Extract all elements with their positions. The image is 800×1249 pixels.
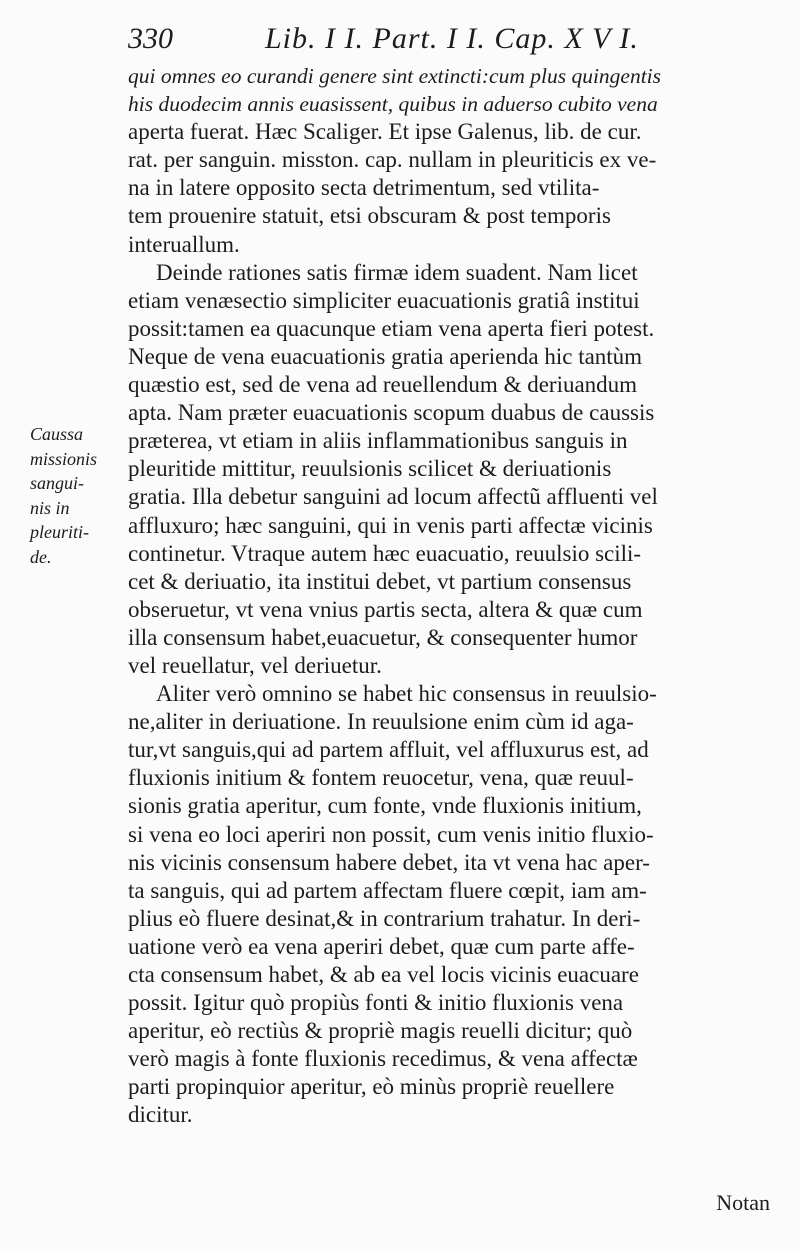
text-line: aperitur, eò rectiùs & propriè magis reuelli dicitur; quò [128,1018,633,1044]
text-line: si vena eo loci aperiri non possit, cum venis initio fluxio- [128,821,654,847]
margin-note-line: sangui- [30,473,84,493]
text-line: interuallum. [128,231,240,257]
text-line: plius eò fluere desinat,& in contrarium trahatur. In deri- [128,905,641,931]
text-line: ta sanguis, qui ad partem affectam fluere cœpit, iam am- [128,877,647,903]
text-line: pleuritide mittitur, reuulsionis scilicet & deriuationis [128,456,612,482]
text-line: vel reuellatur, vel deriuetur. [128,652,382,678]
text-line: nis vicinis consensum habere debet, ita vt vena hac aper- [128,849,650,875]
main-text-block [128,62,768,1130]
text-line: tem prouenire statuit, etsi obscuram & post temporis [128,203,611,229]
text-line: Neque de vena euacuationis gratia aperienda hic tantùm [128,343,643,369]
text-line: obseruetur, vt vena vnius partis secta, altera & quæ cum [128,596,643,622]
text-line: cet & deriuatio, ita institui debet, vt partium consensus [128,568,632,594]
page-header [100,22,760,62]
text-line: na in latere opposito secta detrimentum, sed vtilita- [128,175,600,201]
text-line: sionis gratia aperitur, cum fonte, vnde fluxionis initium, [128,793,642,819]
paragraph-start-line: Aliter verò omnino se habet hic consensus in reuulsio- [156,681,657,707]
text-line: affluxuro; hæc sanguini, qui in venis parti affectæ vicinis [128,512,653,538]
margin-note-line: pleuriti- [30,522,89,542]
text-line: aperta fuerat. Hæc Scaliger. Et ipse Galenus, lib. de cur. [128,119,642,145]
text-line: illa consensum habet,euacuetur, & consequenter humor [128,624,638,650]
running-head: Lib. I I. Part. I I. Cap. X V I. [265,22,639,55]
text-line: fluxionis initium & fontem reuocetur, vena, quæ reuul- [128,765,634,791]
text-line: ne,aliter in deriuatione. In reuulsione enim cùm id aga- [128,709,634,735]
text-line: possit. Igitur quò propiùs fonti & initio fluxionis vena [128,990,624,1016]
text-line: gratia. Illa debetur sanguini ad locum affectũ affluenti vel [128,484,658,510]
text-line: verò magis à fonte fluxionis recedimus, & vena affectæ [128,1046,638,1072]
text-line: qui omnes eo curandi genere sint extincti:cum plus quingentis [128,64,662,88]
text-line: tur,vt sanguis,qui ad partem affluit, vel affluxurus est, ad [128,737,649,763]
text-line: cta consensum habet, & ab ea vel locis vicinis euacuare [128,962,639,987]
text-line: præterea, vt etiam in aliis inflammationibus sanguis in [128,428,628,454]
margin-note-line: nis in [30,497,70,518]
text-line: rat. per sanguin. misston. cap. nullam in pleuriticis ex ve- [128,147,657,173]
margin-note-line: missionis [30,448,98,469]
text-line: possit:tamen ea quacunque etiam vena aperta fieri potest. [128,315,655,341]
text-line: dicitur. [128,1102,193,1128]
text-line: continetur. Vtraque autem hæc euacuatio, reuulsio scili- [128,540,642,566]
catchword: Notan [716,1190,770,1215]
text-line: uatione verò ea vena aperiri debet, quæ cum parte affe- [128,933,635,959]
margin-note-line: Caussa [30,424,84,444]
page-number: 330 [128,22,173,55]
text-line: his duodecim annis euasissent, quibus in aduerso cubito vena [128,92,658,117]
text-line: etiam venæsectio simpliciter euacuationis gratiâ institui [128,287,640,313]
margin-note [30,422,122,569]
paragraph-start-line: Deinde rationes satis firmæ idem suadent. Nam licet [156,259,638,285]
text-line: parti propinquior aperitur, eò minùs propriè reuellere [128,1074,615,1100]
margin-note-line: de. [30,546,52,567]
text-line: apta. Nam præter euacuationis scopum duabus de caussis [128,400,655,426]
text-line: quæstio est, sed de vena ad reuellendum & deriuandum [128,372,638,398]
